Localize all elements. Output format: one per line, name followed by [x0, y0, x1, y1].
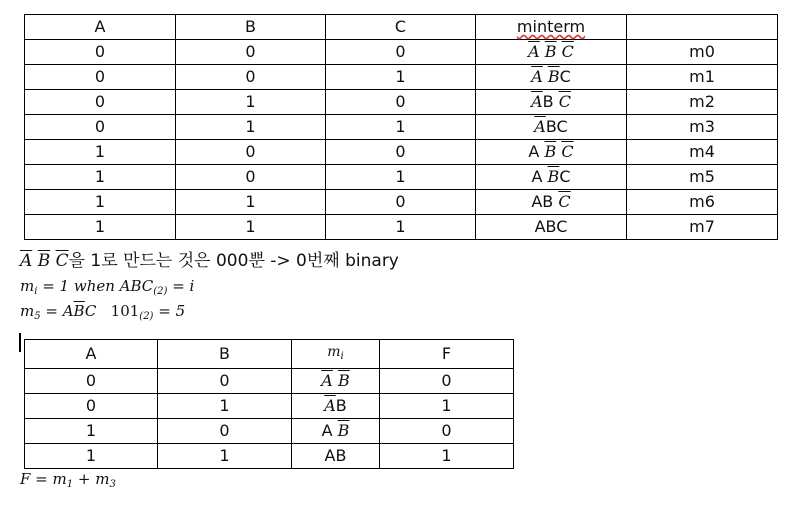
truth-table-2var: [24, 339, 514, 469]
table-row: [25, 394, 514, 419]
table-row: [25, 115, 778, 140]
cell-m: m0: [627, 40, 778, 65]
cell-c: 0: [326, 190, 476, 215]
cell-a: 1: [25, 215, 176, 240]
cell-m: m1: [627, 65, 778, 90]
cell-b: 0: [158, 369, 292, 394]
cell-expr: AB: [292, 444, 380, 469]
cell-expr: $\overline{A}B$: [292, 394, 380, 419]
cell-expr: $\overline{A}$ $\overline{B}$: [292, 369, 380, 394]
cell-c: 1: [326, 65, 476, 90]
cell-expr: AB $\overline{C}$: [476, 190, 627, 215]
header-a: A: [25, 15, 176, 40]
cell-b: 0: [176, 165, 326, 190]
formula-m5: $m_5 = A\overline{B}C$ $101_{(2)} = 5$: [20, 302, 186, 322]
cell-m: m7: [627, 215, 778, 240]
cell-b: 1: [176, 90, 326, 115]
cell-c: 0: [326, 90, 476, 115]
cell-a: 0: [25, 394, 158, 419]
header-minterm: minterm: [476, 15, 627, 40]
table-row: [25, 90, 778, 115]
cell-expr: ABC: [476, 215, 627, 240]
cell-f: 0: [380, 369, 514, 394]
cell-c: 0: [326, 40, 476, 65]
text-cursor: [19, 333, 21, 352]
cell-b: 1: [176, 215, 326, 240]
header-a: A: [25, 340, 158, 369]
header-empty: [627, 15, 778, 40]
cell-f: 1: [380, 444, 514, 469]
cell-expr: $\overline{A}$ $\overline{B}$ $\overline{C}$: [476, 40, 627, 65]
table-row: [25, 215, 778, 240]
cell-a: 1: [25, 190, 176, 215]
cell-m: m2: [627, 90, 778, 115]
table-row: [25, 40, 778, 65]
table-row: [25, 190, 778, 215]
cell-c: 1: [326, 165, 476, 190]
cell-expr: $\overline{A}B$ $\overline{C}$: [476, 90, 627, 115]
cell-expr: A $\overline{B}$: [292, 419, 380, 444]
cell-a: 1: [25, 444, 158, 469]
table-row: [25, 419, 514, 444]
cell-m: m4: [627, 140, 778, 165]
cell-c: 0: [326, 140, 476, 165]
cell-b: 1: [176, 190, 326, 215]
cell-expr: A $\overline{B}$ $\overline{C}$: [476, 140, 627, 165]
cell-b: 0: [176, 65, 326, 90]
cell-a: 0: [25, 40, 176, 65]
table-header-row: [25, 340, 514, 369]
cell-a: 1: [25, 419, 158, 444]
header-f: F: [380, 340, 514, 369]
cell-c: 1: [326, 115, 476, 140]
cell-b: 0: [176, 40, 326, 65]
table-row: [25, 140, 778, 165]
cell-c: 1: [326, 215, 476, 240]
header-mi: $m_i$: [292, 340, 380, 369]
table-row: [25, 444, 514, 469]
header-c: C: [326, 15, 476, 40]
cell-f: 0: [380, 419, 514, 444]
cell-expr: $\overline{A}BC$: [476, 115, 627, 140]
cell-f: 1: [380, 394, 514, 419]
formula-f-sum: $F = m_1 + m_3$: [20, 470, 116, 490]
table-row: [25, 369, 514, 394]
cell-b: 1: [158, 394, 292, 419]
truth-table-3var: [24, 14, 778, 240]
header-b: B: [158, 340, 292, 369]
cell-b: 0: [176, 140, 326, 165]
cell-m: m3: [627, 115, 778, 140]
cell-expr: $\overline{A}$ $\overline{B}C$: [476, 65, 627, 90]
cell-a: 0: [25, 115, 176, 140]
cell-m: m6: [627, 190, 778, 215]
cell-b: 0: [158, 419, 292, 444]
table-row: [25, 165, 778, 190]
cell-a: 1: [25, 140, 176, 165]
explanation-sentence: $\overline{A}$ $\overline{B}$ $\overline{C}$을 1로 만드는 것은 000뿐 -> 0번째 binary: [20, 251, 399, 271]
table-header-row: [25, 15, 778, 40]
table-row: [25, 65, 778, 90]
cell-a: 0: [25, 90, 176, 115]
cell-a: 0: [25, 65, 176, 90]
formula-general-minterm: $m_i = 1$ when $ABC_{(2)} = i$: [20, 277, 195, 297]
cell-a: 0: [25, 369, 158, 394]
cell-m: m5: [627, 165, 778, 190]
header-b: B: [176, 15, 326, 40]
cell-b: 1: [176, 115, 326, 140]
cell-a: 1: [25, 165, 176, 190]
cell-b: 1: [158, 444, 292, 469]
cell-expr: A $\overline{B}C$: [476, 165, 627, 190]
